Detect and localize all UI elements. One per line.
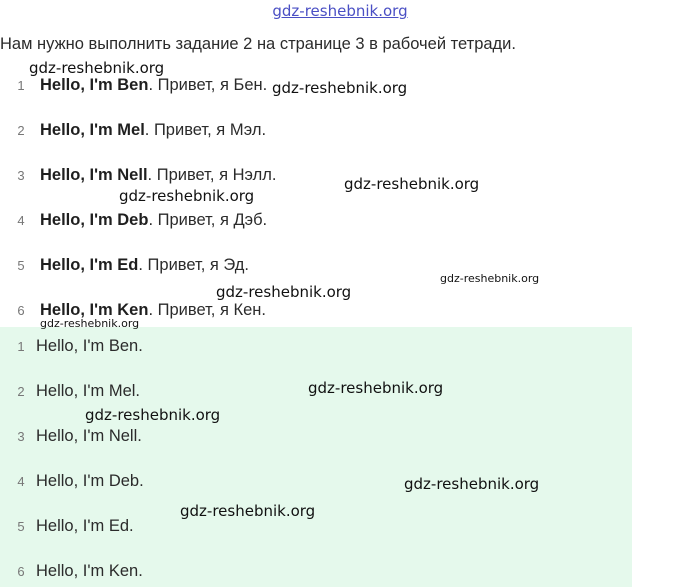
site-link[interactable]: gdz-reshebnik.org <box>272 2 408 20</box>
russian-translation: . Привет, я Бен. <box>148 76 268 94</box>
item-number: 2 <box>17 384 25 399</box>
answer-text: Hello, I'm Mel. <box>36 382 141 400</box>
watermark: gdz-reshebnik.org <box>180 502 316 520</box>
watermark: gdz-reshebnik.org <box>272 79 408 97</box>
item-number: 3 <box>17 168 25 183</box>
item-number: 6 <box>17 564 25 579</box>
item-number: 1 <box>17 78 25 93</box>
answer-text: Hello, I'm Ben. <box>36 337 143 355</box>
item-number: 3 <box>17 429 25 444</box>
item-number: 5 <box>17 519 25 534</box>
item-number: 4 <box>17 213 25 228</box>
russian-translation: . Привет, я Дэб. <box>148 211 268 229</box>
watermark: gdz-reshebnik.org <box>40 317 140 330</box>
watermark: gdz-reshebnik.org <box>216 283 352 301</box>
answer-text: Hello, I'm Deb. <box>36 472 144 490</box>
item-number: 1 <box>17 339 25 354</box>
answer-text: Hello, I'm Ed. <box>36 517 134 535</box>
item-number: 4 <box>17 474 25 489</box>
russian-translation: . Привет, я Кен. <box>148 301 266 319</box>
answer-box <box>0 327 632 587</box>
watermark: gdz-reshebnik.org <box>29 59 165 77</box>
watermark: gdz-reshebnik.org <box>308 379 444 397</box>
english-phrase: Hello, I'm Mel <box>40 121 145 139</box>
item-number: 6 <box>17 303 25 318</box>
watermark: gdz-reshebnik.org <box>404 475 540 493</box>
watermark: gdz-reshebnik.org <box>440 272 540 285</box>
english-phrase: Hello, I'm Ben <box>40 76 149 94</box>
task-intro: Нам нужно выполнить задание 2 на странице 3 в рабочей тетради. <box>0 35 516 53</box>
russian-translation: . Привет, я Мэл. <box>144 121 267 139</box>
item-number: 2 <box>17 123 25 138</box>
russian-translation: . Привет, я Нэлл. <box>147 166 277 184</box>
answer-text: Hello, I'm Ken. <box>36 562 143 580</box>
english-phrase: Hello, I'm Ed <box>40 256 139 274</box>
english-phrase: Hello, I'm Deb <box>40 211 149 229</box>
watermark: gdz-reshebnik.org <box>119 187 255 205</box>
watermark: gdz-reshebnik.org <box>344 175 480 193</box>
item-number: 5 <box>17 258 25 273</box>
watermark: gdz-reshebnik.org <box>85 406 221 424</box>
answer-text: Hello, I'm Nell. <box>36 427 142 445</box>
english-phrase: Hello, I'm Nell <box>40 166 148 184</box>
russian-translation: . Привет, я Эд. <box>138 256 249 274</box>
english-phrase: Hello, I'm Ken <box>40 301 149 319</box>
